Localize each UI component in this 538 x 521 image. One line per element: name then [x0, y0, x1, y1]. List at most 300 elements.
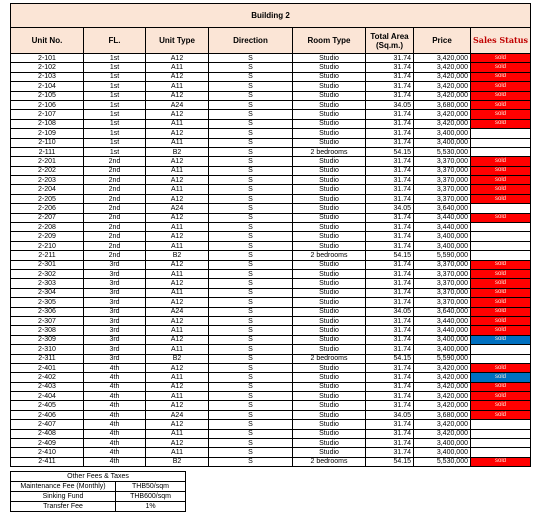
area-cell: 31.74: [366, 223, 414, 232]
area-cell: 31.74: [366, 194, 414, 203]
floor-cell: 2nd: [84, 241, 146, 250]
sales-status-cell: sold: [471, 260, 531, 269]
fee-row: [11, 482, 186, 492]
floor-cell: 1st: [84, 82, 146, 91]
floor-cell: 1st: [84, 91, 146, 100]
room-type-cell: Studio: [293, 260, 366, 269]
unit-no-cell: 2-302: [11, 269, 84, 278]
sales-status-cell: [471, 439, 531, 448]
area-cell: 54.15: [366, 457, 414, 466]
sales-status-cell: [471, 241, 531, 250]
area-cell: 34.05: [366, 100, 414, 109]
table-row: [11, 119, 531, 128]
price-cell: 3,400,000: [414, 345, 471, 354]
floor-cell: 2nd: [84, 194, 146, 203]
table-row: [11, 345, 531, 354]
area-cell: 31.74: [366, 54, 414, 63]
sales-status-cell: sold: [471, 82, 531, 91]
direction-cell: S: [209, 241, 293, 250]
header-sales-status: Sales Status: [471, 28, 531, 54]
area-cell: 31.74: [366, 166, 414, 175]
room-type-cell: 2 bedrooms: [293, 251, 366, 260]
table-row: [11, 420, 531, 429]
room-type-cell: Studio: [293, 345, 366, 354]
room-type-cell: Studio: [293, 223, 366, 232]
unit-no-cell: 2-410: [11, 448, 84, 457]
direction-cell: S: [209, 260, 293, 269]
sales-status-cell: sold: [471, 91, 531, 100]
price-cell: 3,370,000: [414, 279, 471, 288]
sales-status-cell: [471, 429, 531, 438]
area-cell: 31.74: [366, 72, 414, 81]
table-row: [11, 269, 531, 278]
sales-status-cell: sold: [471, 269, 531, 278]
floor-cell: 4th: [84, 439, 146, 448]
table-row: [11, 307, 531, 316]
direction-cell: S: [209, 54, 293, 63]
price-cell: 3,400,000: [414, 335, 471, 344]
price-cell: 3,440,000: [414, 213, 471, 222]
area-cell: 31.74: [366, 269, 414, 278]
sales-status-cell: sold: [471, 288, 531, 297]
direction-cell: S: [209, 157, 293, 166]
room-type-cell: Studio: [293, 335, 366, 344]
sales-status-cell: sold: [471, 326, 531, 335]
room-type-cell: Studio: [293, 373, 366, 382]
sales-status-cell: sold: [471, 63, 531, 72]
unit-type-cell: A12: [146, 157, 209, 166]
fee-row: [11, 492, 186, 502]
table-row: [11, 448, 531, 457]
price-cell: 3,420,000: [414, 82, 471, 91]
direction-cell: S: [209, 401, 293, 410]
unit-no-cell: 2-109: [11, 129, 84, 138]
floor-cell: 1st: [84, 119, 146, 128]
table-row: [11, 138, 531, 147]
header-total-area: Total Area (Sq.m.): [366, 28, 414, 54]
room-type-cell: Studio: [293, 232, 366, 241]
room-type-cell: Studio: [293, 91, 366, 100]
area-cell: 31.74: [366, 335, 414, 344]
unit-no-cell: 2-206: [11, 204, 84, 213]
unit-no-cell: 2-108: [11, 119, 84, 128]
sales-status-cell: sold: [471, 72, 531, 81]
table-row: [11, 110, 531, 119]
sales-status-cell: sold: [471, 316, 531, 325]
direction-cell: S: [209, 288, 293, 297]
room-type-cell: Studio: [293, 316, 366, 325]
unit-type-cell: A12: [146, 54, 209, 63]
table-row: [11, 288, 531, 297]
table-row: [11, 373, 531, 382]
room-type-cell: Studio: [293, 298, 366, 307]
floor-cell: 4th: [84, 429, 146, 438]
direction-cell: S: [209, 223, 293, 232]
unit-no-cell: 2-306: [11, 307, 84, 316]
unit-no-cell: 2-111: [11, 147, 84, 156]
area-cell: 31.74: [366, 241, 414, 250]
table-row: [11, 63, 531, 72]
direction-cell: S: [209, 420, 293, 429]
unit-no-cell: 2-402: [11, 373, 84, 382]
price-cell: 3,370,000: [414, 260, 471, 269]
unit-no-cell: 2-202: [11, 166, 84, 175]
floor-cell: 3rd: [84, 288, 146, 297]
sales-status-cell: sold: [471, 457, 531, 466]
unit-type-cell: A11: [146, 138, 209, 147]
price-cell: 3,420,000: [414, 54, 471, 63]
sales-status-cell: [471, 147, 531, 156]
price-cell: 3,640,000: [414, 204, 471, 213]
area-cell: 31.74: [366, 82, 414, 91]
direction-cell: S: [209, 213, 293, 222]
price-cell: 3,440,000: [414, 223, 471, 232]
sales-status-cell: sold: [471, 335, 531, 344]
unit-no-cell: 2-101: [11, 54, 84, 63]
table-row: [11, 100, 531, 109]
unit-no-cell: 2-303: [11, 279, 84, 288]
direction-cell: S: [209, 373, 293, 382]
sales-status-cell: sold: [471, 110, 531, 119]
unit-type-cell: A11: [146, 119, 209, 128]
unit-type-cell: A24: [146, 204, 209, 213]
area-cell: 31.74: [366, 392, 414, 401]
area-cell: 31.74: [366, 316, 414, 325]
sales-status-cell: sold: [471, 363, 531, 372]
table-row: [11, 223, 531, 232]
sales-status-cell: [471, 345, 531, 354]
direction-cell: S: [209, 448, 293, 457]
table-row: [11, 260, 531, 269]
unit-no-cell: 2-310: [11, 345, 84, 354]
unit-no-cell: 2-102: [11, 63, 84, 72]
unit-type-cell: B2: [146, 251, 209, 260]
price-cell: 3,370,000: [414, 269, 471, 278]
unit-type-cell: A11: [146, 448, 209, 457]
sales-status-cell: [471, 251, 531, 260]
price-cell: 3,400,000: [414, 129, 471, 138]
price-cell: 5,590,000: [414, 251, 471, 260]
direction-cell: S: [209, 307, 293, 316]
room-type-cell: Studio: [293, 382, 366, 391]
unit-type-cell: B2: [146, 457, 209, 466]
price-cell: 3,420,000: [414, 110, 471, 119]
table-row: [11, 326, 531, 335]
area-cell: 31.74: [366, 138, 414, 147]
area-cell: 31.74: [366, 345, 414, 354]
fee-label: Sinking Fund: [11, 492, 116, 502]
sales-status-cell: sold: [471, 176, 531, 185]
floor-cell: 4th: [84, 363, 146, 372]
floor-cell: 2nd: [84, 251, 146, 260]
price-cell: 3,400,000: [414, 241, 471, 250]
unit-no-cell: 2-209: [11, 232, 84, 241]
header-row: [11, 28, 531, 54]
price-cell: 3,420,000: [414, 363, 471, 372]
price-cell: 3,370,000: [414, 288, 471, 297]
unit-no-cell: 2-407: [11, 420, 84, 429]
room-type-cell: Studio: [293, 119, 366, 128]
header-unit-type: Unit Type: [146, 28, 209, 54]
area-cell: 31.74: [366, 448, 414, 457]
unit-no-cell: 2-409: [11, 439, 84, 448]
table-row: [11, 185, 531, 194]
price-cell: 3,420,000: [414, 373, 471, 382]
units-table: [10, 3, 531, 467]
table-row: [11, 354, 531, 363]
room-type-cell: Studio: [293, 448, 366, 457]
price-cell: 3,400,000: [414, 439, 471, 448]
price-cell: 5,530,000: [414, 147, 471, 156]
room-type-cell: Studio: [293, 72, 366, 81]
floor-cell: 3rd: [84, 269, 146, 278]
unit-type-cell: A11: [146, 429, 209, 438]
unit-type-cell: A12: [146, 194, 209, 203]
area-cell: 31.74: [366, 119, 414, 128]
sales-status-cell: [471, 354, 531, 363]
direction-cell: S: [209, 166, 293, 175]
area-cell: 31.74: [366, 326, 414, 335]
table-row: [11, 147, 531, 156]
unit-type-cell: A12: [146, 72, 209, 81]
unit-type-cell: A24: [146, 100, 209, 109]
floor-cell: 3rd: [84, 260, 146, 269]
unit-type-cell: A11: [146, 326, 209, 335]
room-type-cell: Studio: [293, 176, 366, 185]
price-cell: 3,370,000: [414, 157, 471, 166]
sales-status-cell: sold: [471, 373, 531, 382]
floor-cell: 4th: [84, 457, 146, 466]
room-type-cell: Studio: [293, 401, 366, 410]
table-row: [11, 204, 531, 213]
unit-type-cell: A12: [146, 110, 209, 119]
room-type-cell: Studio: [293, 326, 366, 335]
room-type-cell: 2 bedrooms: [293, 354, 366, 363]
area-cell: 34.05: [366, 204, 414, 213]
floor-cell: 2nd: [84, 185, 146, 194]
room-type-cell: Studio: [293, 307, 366, 316]
unit-no-cell: 2-203: [11, 176, 84, 185]
floor-cell: 3rd: [84, 326, 146, 335]
header-unit-no: Unit No.: [11, 28, 84, 54]
direction-cell: S: [209, 382, 293, 391]
area-cell: 31.74: [366, 288, 414, 297]
room-type-cell: Studio: [293, 63, 366, 72]
room-type-cell: Studio: [293, 194, 366, 203]
direction-cell: S: [209, 392, 293, 401]
sales-status-cell: sold: [471, 185, 531, 194]
floor-cell: 1st: [84, 129, 146, 138]
table-row: [11, 232, 531, 241]
unit-type-cell: A11: [146, 185, 209, 194]
direction-cell: S: [209, 457, 293, 466]
area-cell: 31.74: [366, 279, 414, 288]
table-row: [11, 176, 531, 185]
unit-no-cell: 2-211: [11, 251, 84, 260]
sales-status-cell: sold: [471, 194, 531, 203]
price-cell: 3,680,000: [414, 100, 471, 109]
header-price: Price: [414, 28, 471, 54]
floor-cell: 1st: [84, 100, 146, 109]
floor-cell: 4th: [84, 373, 146, 382]
fees-title: Other Fees & Taxes: [11, 472, 186, 482]
unit-no-cell: 2-110: [11, 138, 84, 147]
price-cell: 3,370,000: [414, 185, 471, 194]
area-cell: 31.74: [366, 157, 414, 166]
unit-type-cell: A12: [146, 91, 209, 100]
unit-type-cell: A12: [146, 213, 209, 222]
area-cell: 31.74: [366, 373, 414, 382]
direction-cell: S: [209, 326, 293, 335]
unit-no-cell: 2-208: [11, 223, 84, 232]
room-type-cell: Studio: [293, 288, 366, 297]
unit-type-cell: A12: [146, 260, 209, 269]
room-type-cell: Studio: [293, 269, 366, 278]
unit-no-cell: 2-103: [11, 72, 84, 81]
unit-no-cell: 2-201: [11, 157, 84, 166]
direction-cell: S: [209, 316, 293, 325]
price-cell: 3,420,000: [414, 401, 471, 410]
floor-cell: 2nd: [84, 204, 146, 213]
unit-no-cell: 2-304: [11, 288, 84, 297]
price-cell: 3,420,000: [414, 63, 471, 72]
sales-status-cell: sold: [471, 157, 531, 166]
floor-cell: 3rd: [84, 298, 146, 307]
fees-table: [10, 471, 186, 512]
unit-type-cell: A12: [146, 176, 209, 185]
table-row: [11, 54, 531, 63]
unit-no-cell: 2-308: [11, 326, 84, 335]
price-cell: 3,440,000: [414, 326, 471, 335]
unit-type-cell: A11: [146, 392, 209, 401]
direction-cell: S: [209, 63, 293, 72]
table-row: [11, 72, 531, 81]
room-type-cell: Studio: [293, 204, 366, 213]
area-cell: 31.74: [366, 232, 414, 241]
unit-no-cell: 2-404: [11, 392, 84, 401]
room-type-cell: Studio: [293, 429, 366, 438]
sales-status-cell: sold: [471, 54, 531, 63]
floor-cell: 3rd: [84, 279, 146, 288]
price-cell: 3,400,000: [414, 138, 471, 147]
sales-status-cell: sold: [471, 279, 531, 288]
direction-cell: S: [209, 147, 293, 156]
room-type-cell: Studio: [293, 82, 366, 91]
unit-no-cell: 2-401: [11, 363, 84, 372]
direction-cell: S: [209, 110, 293, 119]
floor-cell: 2nd: [84, 166, 146, 175]
direction-cell: S: [209, 298, 293, 307]
direction-cell: S: [209, 72, 293, 81]
sales-status-cell: sold: [471, 382, 531, 391]
table-row: [11, 382, 531, 391]
floor-cell: 1st: [84, 63, 146, 72]
floor-cell: 1st: [84, 110, 146, 119]
price-cell: 5,530,000: [414, 457, 471, 466]
room-type-cell: 2 bedrooms: [293, 457, 366, 466]
unit-type-cell: B2: [146, 147, 209, 156]
floor-cell: 3rd: [84, 307, 146, 316]
table-row: [11, 166, 531, 175]
header-room-type: Room Type: [293, 28, 366, 54]
floor-cell: 1st: [84, 72, 146, 81]
sales-status-cell: [471, 420, 531, 429]
direction-cell: S: [209, 410, 293, 419]
price-cell: 3,420,000: [414, 119, 471, 128]
area-cell: 54.15: [366, 354, 414, 363]
table-row: [11, 194, 531, 203]
price-cell: 5,590,000: [414, 354, 471, 363]
price-cell: 3,400,000: [414, 232, 471, 241]
direction-cell: S: [209, 232, 293, 241]
sales-status-cell: sold: [471, 307, 531, 316]
direction-cell: S: [209, 82, 293, 91]
direction-cell: S: [209, 354, 293, 363]
room-type-cell: Studio: [293, 420, 366, 429]
direction-cell: S: [209, 279, 293, 288]
area-cell: 31.74: [366, 129, 414, 138]
unit-no-cell: 2-408: [11, 429, 84, 438]
direction-cell: S: [209, 185, 293, 194]
table-row: [11, 401, 531, 410]
fee-label: Transfer Fee: [11, 502, 116, 512]
direction-cell: S: [209, 100, 293, 109]
floor-cell: 2nd: [84, 176, 146, 185]
direction-cell: S: [209, 129, 293, 138]
room-type-cell: Studio: [293, 157, 366, 166]
sales-status-cell: [471, 138, 531, 147]
unit-no-cell: 2-403: [11, 382, 84, 391]
unit-no-cell: 2-311: [11, 354, 84, 363]
unit-type-cell: A12: [146, 316, 209, 325]
sales-status-cell: sold: [471, 100, 531, 109]
floor-cell: 4th: [84, 420, 146, 429]
room-type-cell: Studio: [293, 110, 366, 119]
floor-cell: 4th: [84, 401, 146, 410]
unit-no-cell: 2-107: [11, 110, 84, 119]
floor-cell: 4th: [84, 382, 146, 391]
area-cell: 31.74: [366, 439, 414, 448]
unit-type-cell: A11: [146, 241, 209, 250]
table-row: [11, 251, 531, 260]
unit-type-cell: A12: [146, 335, 209, 344]
table-row: [11, 298, 531, 307]
sales-status-cell: sold: [471, 410, 531, 419]
unit-no-cell: 2-305: [11, 298, 84, 307]
sales-status-cell: sold: [471, 166, 531, 175]
room-type-cell: Studio: [293, 100, 366, 109]
sales-status-cell: [471, 204, 531, 213]
unit-no-cell: 2-411: [11, 457, 84, 466]
floor-cell: 2nd: [84, 157, 146, 166]
table-row: [11, 91, 531, 100]
fee-label: Maintenance Fee (Monthly): [11, 482, 116, 492]
unit-type-cell: A24: [146, 410, 209, 419]
unit-type-cell: A12: [146, 439, 209, 448]
unit-type-cell: A12: [146, 420, 209, 429]
price-cell: 3,370,000: [414, 176, 471, 185]
unit-no-cell: 2-205: [11, 194, 84, 203]
price-cell: 3,370,000: [414, 298, 471, 307]
unit-type-cell: A11: [146, 288, 209, 297]
sales-status-cell: sold: [471, 392, 531, 401]
unit-type-cell: A24: [146, 307, 209, 316]
floor-cell: 1st: [84, 54, 146, 63]
unit-type-cell: A12: [146, 401, 209, 410]
area-cell: 31.74: [366, 363, 414, 372]
direction-cell: S: [209, 194, 293, 203]
area-cell: 31.74: [366, 298, 414, 307]
